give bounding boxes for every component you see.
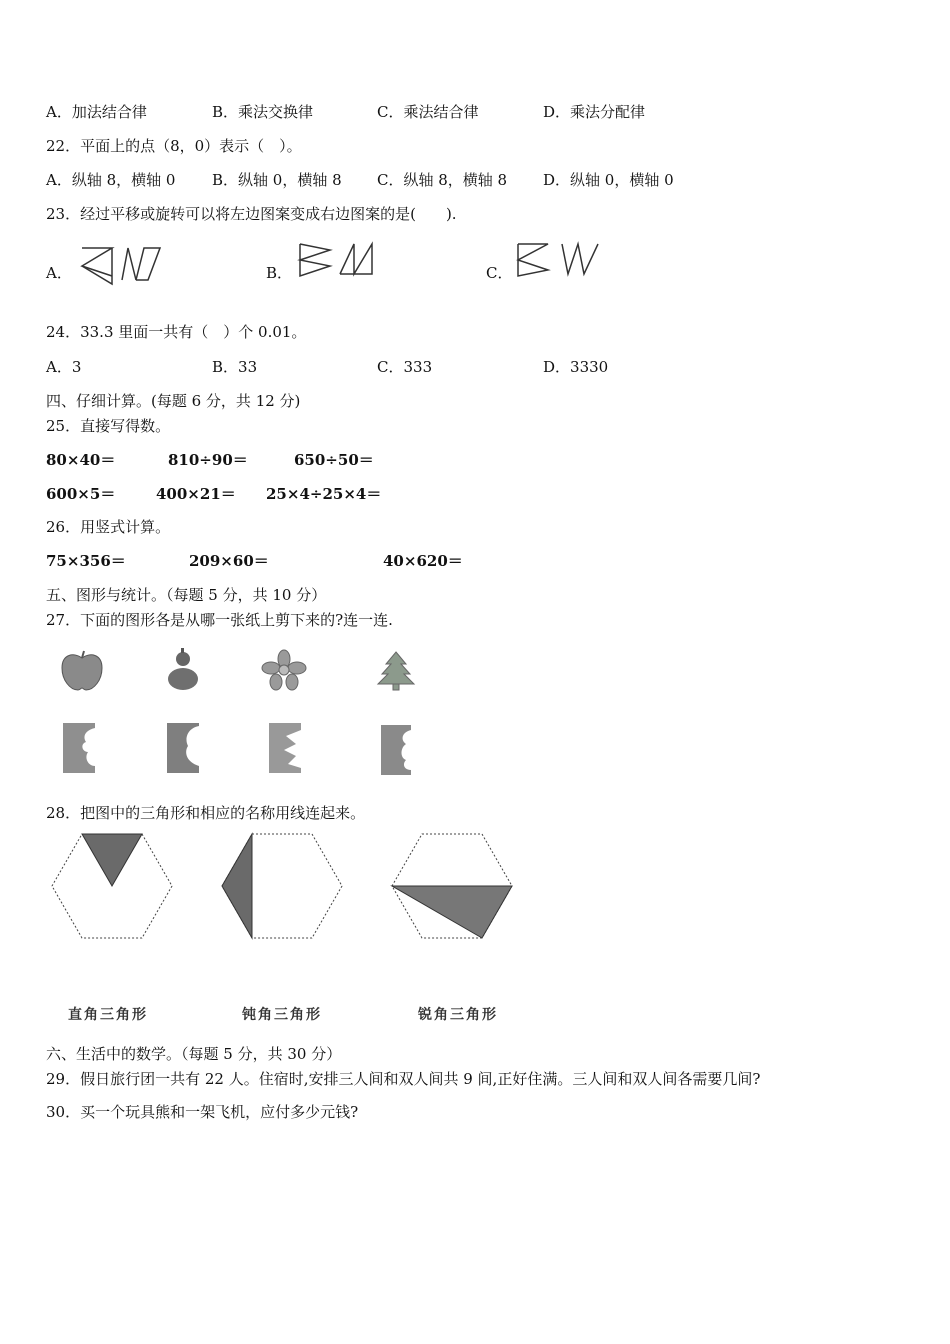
paper-1 [62,722,96,774]
paper-3 [268,722,302,774]
q24-option-a: A．3 [46,358,82,376]
q21-option-b: B．乘法交换律 [212,103,314,121]
q25-expr-2: 810÷90＝ [168,451,248,469]
q23-option-b: B． [266,264,293,282]
q22-option-d: D．纵轴 0，横轴 0 [543,171,674,189]
caption-acute-triangle: 锐角三角形 [418,1007,498,1023]
q25-expr-4: 600×5＝ [46,485,116,503]
q22-stem: 22．平面上的点（8，0）表示（ ）。 [46,137,302,155]
q28-stem: 28．把图中的三角形和相应的名称用线连起来。 [46,804,366,822]
q30-stem: 30．买一个玩具熊和一架飞机，应付多少元钱? [46,1103,359,1121]
q29-stem: 29．假日旅行团一共有 22 人。住宿时,安排三人间和双人间共 9 间,正好住满。三人间和双人间各需要几间? [46,1070,761,1088]
section-5-heading: 五、图形与统计。（每题 5 分，共 10 分） [46,586,327,604]
q25-expr-1: 80×40＝ [46,451,116,469]
section-4-heading: 四、仔细计算。(每题 6 分，共 12 分) [46,392,301,410]
caption-right-triangle: 直角三角形 [68,1007,148,1023]
q23-figure-a [80,244,170,290]
caption-obtuse-triangle: 钝角三角形 [242,1007,322,1023]
q23-option-a: A． [46,264,72,282]
q26-stem: 26．用竖式计算。 [46,518,171,536]
q26-expr-3: 40×620＝ [383,552,463,570]
q24-option-b: B．33 [212,358,258,376]
q21-option-a: A．加法结合律 [46,103,147,121]
hexagon-2 [220,832,344,940]
q23-figure-c [516,240,602,280]
tree-shape [376,650,416,692]
gourd-shape [166,648,200,692]
q24-stem: 24．33.3 里面一共有（ ）个 0.01。 [46,323,307,341]
q22-option-a: A．纵轴 8，横轴 0 [46,171,176,189]
q22-option-c: C．纵轴 8，横轴 8 [377,171,508,189]
q24-option-d: D．3330 [543,358,609,376]
paper-2 [166,722,200,774]
q22-option-b: B．纵轴 0，横轴 8 [212,171,342,189]
q23-option-c: C． [486,264,513,282]
q25-expr-5: 400×21＝ [156,485,236,503]
hexagon-3 [390,832,514,940]
q23-stem: 23．经过平移或旋转可以将左边图案变成右边图案的是( ). [46,205,457,223]
paper-4 [380,724,412,776]
q25-expr-3: 650÷50＝ [294,451,374,469]
apple-shape [60,650,104,692]
q26-expr-1: 75×356＝ [46,552,126,570]
q26-expr-2: 209×60＝ [189,552,269,570]
q27-stem: 27．下面的图形各是从哪一张纸上剪下来的?连一连. [46,611,393,629]
q21-option-c: C．乘法结合律 [377,103,479,121]
q25-expr-6: 25×4÷25×4＝ [266,485,382,503]
q25-stem: 25．直接写得数。 [46,417,171,435]
q23-figure-b [298,240,378,280]
q21-option-d: D．乘法分配律 [543,103,646,121]
q24-option-c: C．333 [377,358,433,376]
section-6-heading: 六、生活中的数学。（每题 5 分，共 30 分） [46,1045,342,1063]
flower-shape [262,650,306,690]
hexagon-1 [50,832,174,940]
